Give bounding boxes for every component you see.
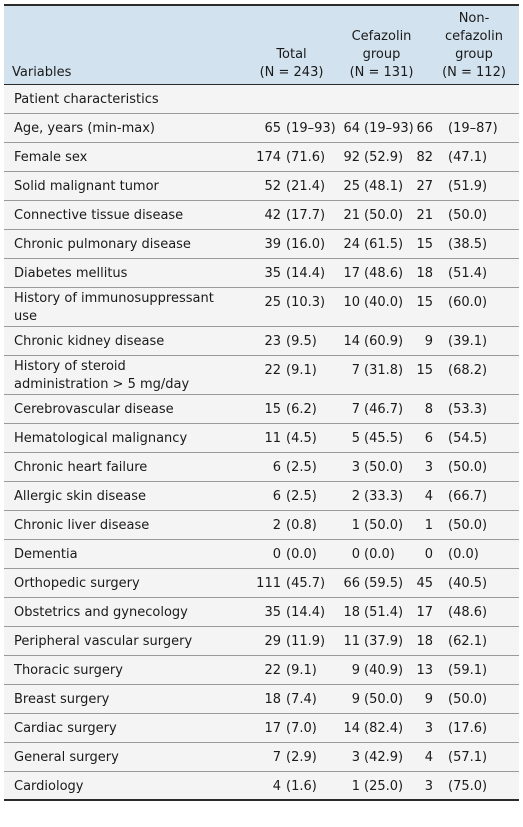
row-label-line: Allergic skin disease — [14, 489, 147, 504]
row-label — [14, 290, 214, 326]
count-cell: 0 — [424, 547, 433, 562]
count-cell: 3 — [424, 779, 433, 794]
count-cell: 17 — [416, 605, 433, 620]
count-cell: 24 — [343, 237, 360, 252]
count-cell: 15 — [264, 402, 281, 417]
table-row — [4, 685, 519, 714]
count-cell: 0 — [272, 547, 281, 562]
table-row — [4, 172, 519, 201]
count-cell: 9 — [424, 334, 433, 349]
percent-cell: (52.9) — [364, 150, 404, 165]
row-label-line: Dementia — [14, 547, 78, 562]
percent-cell: (45.7) — [286, 576, 326, 591]
count-cell: 82 — [416, 150, 433, 165]
count-cell: 13 — [416, 663, 433, 678]
count-cell: 1 — [424, 518, 433, 533]
percent-cell: (57.1) — [448, 750, 488, 765]
row-label — [14, 633, 192, 651]
count-cell: 21 — [343, 208, 360, 223]
percent-cell: (48.1) — [364, 179, 404, 194]
row-label — [14, 358, 189, 394]
percent-cell: (17.6) — [448, 721, 488, 736]
table-row — [4, 743, 519, 772]
count-cell: 0 — [351, 547, 360, 562]
row-label — [14, 720, 117, 738]
percent-cell: (0.0) — [286, 547, 317, 562]
percent-cell: (46.7) — [364, 402, 404, 417]
percent-cell: (2.5) — [286, 489, 317, 504]
count-cell: 6 — [272, 460, 281, 475]
table-row — [4, 482, 519, 511]
row-label — [14, 149, 87, 167]
header-noncefazolin-line2: cefazolin — [445, 29, 503, 44]
count-cell: 52 — [264, 179, 281, 194]
percent-cell: (66.7) — [448, 489, 488, 504]
row-label — [14, 604, 188, 622]
percent-cell: (40.5) — [448, 576, 488, 591]
count-cell: 3 — [351, 460, 360, 475]
percent-cell: (31.8) — [364, 363, 404, 378]
count-cell: 4 — [272, 779, 281, 794]
percent-cell: (37.9) — [364, 634, 404, 649]
count-cell: 15 — [416, 363, 433, 378]
count-cell: 42 — [264, 208, 281, 223]
row-label — [14, 430, 187, 448]
header-variables-label: Variables — [12, 65, 72, 80]
percent-cell: (51.4) — [448, 266, 488, 281]
row-label-line: Thoracic surgery — [14, 663, 123, 678]
row-label-line: Orthopedic surgery — [14, 576, 140, 591]
table-row — [4, 656, 519, 685]
percent-cell: (71.6) — [286, 150, 326, 165]
percent-cell: (51.4) — [364, 605, 404, 620]
row-label — [14, 778, 84, 796]
percent-cell: (7.4) — [286, 692, 317, 707]
percent-cell: (0.0) — [364, 547, 395, 562]
table-row — [4, 230, 519, 259]
count-cell: 25 — [343, 179, 360, 194]
table-row — [4, 511, 519, 540]
count-cell: 2 — [272, 518, 281, 533]
row-label — [14, 459, 147, 477]
count-cell: 6 — [424, 431, 433, 446]
percent-cell: (59.1) — [448, 663, 488, 678]
header-noncefazolin-line3: group — [455, 47, 493, 62]
header-cefazolin-line2: group — [362, 47, 401, 62]
percent-cell: (50.0) — [448, 692, 488, 707]
percent-cell: (50.0) — [364, 208, 404, 223]
percent-cell: (53.3) — [448, 402, 488, 417]
table-body — [4, 85, 519, 801]
percent-cell: (60.9) — [364, 334, 404, 349]
percent-cell: (2.9) — [286, 750, 317, 765]
count-cell: 18 — [416, 266, 433, 281]
row-label — [14, 178, 159, 196]
count-cell: 45 — [416, 576, 433, 591]
percent-cell: (39.1) — [448, 334, 488, 349]
table-row — [4, 569, 519, 598]
percent-cell: (62.1) — [448, 634, 488, 649]
table-row — [4, 598, 519, 627]
table-row — [4, 259, 519, 288]
percent-cell: (19–87) — [448, 121, 498, 136]
percent-cell: (59.5) — [364, 576, 404, 591]
percent-cell: (7.0) — [286, 721, 317, 736]
count-cell: 3 — [351, 750, 360, 765]
row-label — [14, 401, 174, 419]
row-label — [14, 575, 140, 593]
count-cell: 15 — [416, 295, 433, 310]
count-cell: 66 — [343, 576, 360, 591]
percent-cell: (50.0) — [364, 460, 404, 475]
count-cell: 3 — [424, 460, 433, 475]
percent-cell: (1.6) — [286, 779, 317, 794]
count-cell: 22 — [264, 363, 281, 378]
count-cell: 5 — [351, 431, 360, 446]
row-label-line: administration > 5 mg/day — [14, 377, 190, 392]
count-cell: 10 — [343, 295, 360, 310]
header-cefazolin — [339, 28, 424, 82]
row-label — [14, 207, 183, 225]
count-cell: 174 — [256, 150, 281, 165]
row-label-line: Breast surgery — [14, 692, 110, 707]
count-cell: 21 — [416, 208, 433, 223]
row-label-line: Patient characteristics — [14, 92, 159, 107]
table-row — [4, 288, 519, 327]
count-cell: 1 — [351, 779, 360, 794]
table-row — [4, 540, 519, 569]
count-cell: 39 — [264, 237, 281, 252]
count-cell: 35 — [264, 266, 281, 281]
percent-cell: (48.6) — [448, 605, 488, 620]
row-label-line: Obstetrics and gynecology — [14, 605, 188, 620]
header-total — [249, 46, 334, 82]
table-row — [4, 772, 519, 801]
header-total-line2: (N = 243) — [259, 65, 324, 80]
count-cell: 4 — [424, 750, 433, 765]
count-cell: 35 — [264, 605, 281, 620]
row-label-line: Cardiology — [14, 779, 84, 794]
count-cell: 65 — [264, 121, 281, 136]
count-cell: 8 — [424, 402, 433, 417]
percent-cell: (0.0) — [448, 547, 479, 562]
count-cell: 22 — [264, 663, 281, 678]
count-cell: 66 — [416, 121, 433, 136]
row-label-line: Connective tissue disease — [14, 208, 184, 223]
percent-cell: (16.0) — [286, 237, 326, 252]
count-cell: 23 — [264, 334, 281, 349]
percent-cell: (42.9) — [364, 750, 404, 765]
percent-cell: (0.8) — [286, 518, 317, 533]
count-cell: 9 — [351, 663, 360, 678]
count-cell: 6 — [272, 489, 281, 504]
percent-cell: (11.9) — [286, 634, 326, 649]
percent-cell: (47.1) — [448, 150, 488, 165]
count-cell: 11 — [343, 634, 360, 649]
row-label — [14, 691, 109, 709]
percent-cell: (4.5) — [286, 431, 317, 446]
count-cell: 7 — [351, 402, 360, 417]
row-label — [14, 662, 123, 680]
percent-cell: (50.0) — [448, 518, 488, 533]
row-label-line: Solid malignant tumor — [14, 179, 159, 194]
section-row — [4, 85, 519, 114]
table-header — [4, 4, 519, 85]
row-label — [14, 120, 155, 138]
percent-cell: (25.0) — [364, 779, 404, 794]
row-label — [14, 546, 78, 564]
row-label-line: Chronic pulmonary disease — [14, 237, 191, 252]
percent-cell: (17.7) — [286, 208, 326, 223]
row-label-line: Chronic liver disease — [14, 518, 150, 533]
table-row — [4, 143, 519, 172]
header-cefazolin-line3: (N = 131) — [349, 65, 414, 80]
percent-cell: (33.3) — [364, 489, 404, 504]
row-label — [14, 517, 149, 535]
table-row — [4, 627, 519, 656]
characteristics-table — [4, 4, 519, 801]
percent-cell: (19–93) — [286, 121, 336, 136]
percent-cell: (50.0) — [448, 208, 488, 223]
count-cell: 15 — [416, 237, 433, 252]
row-label-line: Cerebrovascular disease — [14, 402, 174, 417]
row-label-line: Peripheral vascular surgery — [14, 634, 193, 649]
count-cell: 18 — [416, 634, 433, 649]
percent-cell: (50.0) — [364, 518, 404, 533]
percent-cell: (60.0) — [448, 295, 488, 310]
row-label — [14, 749, 119, 767]
percent-cell: (54.5) — [448, 431, 488, 446]
percent-cell: (51.9) — [448, 179, 488, 194]
row-label-line: use — [14, 309, 38, 324]
count-cell: 17 — [264, 721, 281, 736]
header-cefazolin-line1: Cefazolin — [351, 29, 412, 44]
row-label — [14, 265, 127, 283]
count-cell: 7 — [272, 750, 281, 765]
count-cell: 9 — [351, 692, 360, 707]
row-label — [14, 488, 146, 506]
count-cell: 14 — [343, 721, 360, 736]
header-total-line1: Total — [276, 47, 307, 62]
count-cell: 111 — [256, 576, 281, 591]
percent-cell: (48.6) — [364, 266, 404, 281]
percent-cell: (75.0) — [448, 779, 488, 794]
row-label-line: Hematological malignancy — [14, 431, 188, 446]
count-cell: 92 — [343, 150, 360, 165]
percent-cell: (10.3) — [286, 295, 326, 310]
percent-cell: (21.4) — [286, 179, 326, 194]
table-row — [4, 356, 519, 395]
count-cell: 18 — [264, 692, 281, 707]
percent-cell: (82.4) — [364, 721, 404, 736]
count-cell: 3 — [424, 721, 433, 736]
count-cell: 4 — [424, 489, 433, 504]
percent-cell: (38.5) — [448, 237, 488, 252]
table-row — [4, 453, 519, 482]
percent-cell: (40.0) — [364, 295, 404, 310]
count-cell: 25 — [264, 295, 281, 310]
count-cell: 9 — [424, 692, 433, 707]
percent-cell: (61.5) — [364, 237, 404, 252]
percent-cell: (2.5) — [286, 460, 317, 475]
row-label-line: Diabetes mellitus — [14, 266, 128, 281]
count-cell: 7 — [351, 363, 360, 378]
row-label-line: Female sex — [14, 150, 88, 165]
count-cell: 2 — [351, 489, 360, 504]
header-variables — [12, 64, 71, 82]
count-cell: 1 — [351, 518, 360, 533]
header-noncefazolin-line1: Non- — [458, 11, 490, 26]
table-row — [4, 327, 519, 356]
percent-cell: (9.1) — [286, 663, 317, 678]
count-cell: 14 — [343, 334, 360, 349]
row-label — [14, 236, 191, 254]
percent-cell: (68.2) — [448, 363, 488, 378]
row-label-line: Chronic heart failure — [14, 460, 148, 475]
table-row — [4, 714, 519, 743]
count-cell: 11 — [264, 431, 281, 446]
table-row — [4, 114, 519, 143]
percent-cell: (14.4) — [286, 605, 326, 620]
row-label — [14, 333, 164, 351]
header-noncefazolin-line4: (N = 112) — [442, 65, 506, 80]
row-label — [14, 91, 159, 109]
row-label-line: History of steroid — [14, 359, 126, 374]
count-cell: 64 — [343, 121, 360, 136]
percent-cell: (9.5) — [286, 334, 317, 349]
table-row — [4, 201, 519, 230]
percent-cell: (14.4) — [286, 266, 326, 281]
percent-cell: (9.1) — [286, 363, 317, 378]
percent-cell: (50.0) — [448, 460, 488, 475]
row-label-line: Age, years (min-max) — [14, 121, 155, 136]
count-cell: 17 — [343, 266, 360, 281]
row-label-line: General surgery — [14, 750, 119, 765]
count-cell: 18 — [343, 605, 360, 620]
percent-cell: (50.0) — [364, 692, 404, 707]
table-row — [4, 424, 519, 453]
row-label-line: History of immunosuppressant — [14, 291, 214, 306]
count-cell: 29 — [264, 634, 281, 649]
percent-cell: (19–93) — [364, 121, 414, 136]
count-cell: 27 — [416, 179, 433, 194]
percent-cell: (6.2) — [286, 402, 317, 417]
header-noncefazolin — [429, 10, 519, 82]
percent-cell: (45.5) — [364, 431, 404, 446]
table-row — [4, 395, 519, 424]
row-label-line: Chronic kidney disease — [14, 334, 165, 349]
row-label-line: Cardiac surgery — [14, 721, 117, 736]
percent-cell: (40.9) — [364, 663, 404, 678]
